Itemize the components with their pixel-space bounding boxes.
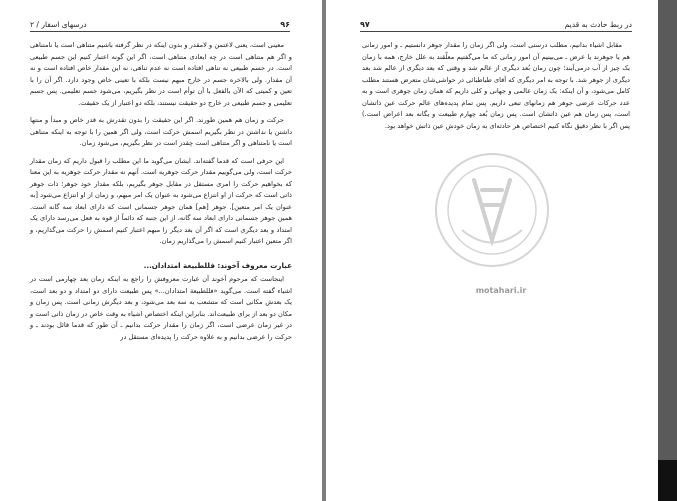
viewer-corner bbox=[658, 460, 677, 501]
viewer-right-edge bbox=[658, 0, 677, 501]
left-page-header bbox=[30, 20, 290, 32]
right-page-number: ۹۷ bbox=[360, 20, 370, 29]
left-running-title: درسهای اسفار / ۲ bbox=[30, 20, 87, 29]
right-paragraph-1: مقابل اشیاء بدانیم، مطلب درستی است، ولی اگر زمان را مقدار جوهر دانستیم ـ و امور زمانی هم یا جوهرند یا عرض ـ می‌بینیم آن امور زمانی که ما می‌گفتیم معلّقند به علل خارج، همه با زمان یک چیز از آب درمی‌آیند؛ چون زمان بُعد دیگری از عالم شد و وقتی که بعد دیگری از عالم شد بعد دیگری از جوهر شد. با توجه به امر دیگری که آقای طباطبائی در حواشی‌شان متعرض هستند مطلب کامل می‌شود، و آن اینکه: یک زمان عالمی و جهانی و کلی داریم که همان زمان جوهری است و به عدد حرکات عرضی جوهر هم زمانهای تبعی داریم. پس تمام پدیده‌های عالم حرکت عین ذاتشان است، پس زمان هم عین ذاتشان است. پس زمان بُعد چهارم طبیعت و یگانه بعد اعراض است.) پس اگر با نظر دقیق نگاه کنیم اختصاص هر حادثه‌ای به زمان خودش عین ذاتش خواهد بود. bbox=[362, 41, 630, 130]
section-title: عبارت معروف آخوند: فللطبیعة امتدادان... bbox=[143, 260, 292, 270]
left-paragraph-2: حرکت و زمان هم همین طورند. اگر این حقیقت را بدون تقدرش به قدر خاص و مبدأ و منتها داشتن یا نداشتن در نظر بگیریم اسمش حرکت است، ولی اگر همین را با توجه به اینکه متناهی است یا نامتناهی و اگر متناهی است چقدر است در نظر بگیریم، می‌شود زمان. bbox=[30, 116, 292, 147]
right-page-body bbox=[362, 40, 630, 138]
left-page-number: ۹۶ bbox=[280, 20, 290, 29]
right-page-header bbox=[360, 20, 632, 32]
right-running-title: در ربط حادث به قدیم bbox=[564, 20, 632, 29]
watermark-logo-icon bbox=[432, 150, 552, 270]
left-page-body bbox=[30, 40, 292, 349]
left-page bbox=[0, 0, 322, 501]
left-paragraph-3: این حرفی است که قدما گفته‌اند. ایشان می‌گوید ما این مطلب را قبول داریم که زمان مقدار حرکت است، ولی می‌گوییم مقدار حرکت جوهریه است. آنهم نه مقدار حرکت جوهریه به این معنا که بخواهیم حرکت را امری مستقل در مقابل جوهر بگیریم، بلکه مقدار خود جوهر؛ ذات جوهر ذاتی است که حرکت از او انتزاع می‌شود به عنوان یک امر مبهم، و زمان از او انتزاع می‌شود [به عنوان یک امر متعین]. جوهر [هم] همان جوهر جسمانی است که دارای ابعاد سه گانه است. همین جوهر جسمانی دارای ابعاد سه گانه، از این جنبه که دائماً از قوه به فعل می‌رسد دارای یک امتداد و بعد دیگری است که اگر آن بعد دیگر را مبهم اعتبار کنیم اسمش را حرکت می‌گذاریم، و اگر متعین اعتبار کنیم اسمش را می‌گذاریم زمان. bbox=[30, 156, 292, 245]
watermark-url: motahari.ir bbox=[475, 286, 527, 295]
left-section-paragraph: اینجاست که مرحوم آخوند آن عبارت معروفش را راجع به اینکه زمان بعد چهارمی است در اشیاء گفته است. می‌گوید «فللطبیعة امتدادان...» پس طبیعت دارای دو امتداد و دو بعد است، یک بعدش مکانی است که متشعب به سه بعد می‌شود، و بعد دیگرش زمانی است. پس زمان و مکان دو بعد از برای طبیعت‌اند. بنابراین اینکه اختصاص اشیاء به وقت خاص در زمان ذاتی است و در غیر زمان عرضی است، اگر زمان را مقدار حرکت بدانیم ـ آن طور که قدما قائل بودند ـ و حرکت را عرضی بدانیم و به علاوه حرکت را پدیده‌ای مستقل در bbox=[30, 275, 292, 341]
left-paragraph-1: معینی است، یعنی لاعتمن و لامقدر و بدون اینکه در نظر گرفته باشیم متناهی است یا نامتناهی و اگر هم متناهی است در چه ابعادی متناهی است، اگر این گونه اعتبار کنیم این جسم طبیعی است. در جسم طبیعی نه تناهی افتاده است نه عدم تناهی، نه این مقدار خاص افتاده است و نه آن مقدار. ولی بالاخره جسم در خارج مبهم نیست بلکه با تعینی خاص وجود دارد. اگر آن را با تعین و کمیتی که الآن بالفعل با آن توأم است در نظر بگیریم، می‌شود جسم تعلیمی. پس جسم تعلیمی و جسم طبیعی در خارج دو حقیقت نیستند، بلکه دو اعتبار از یک حقیقت. bbox=[30, 41, 292, 107]
